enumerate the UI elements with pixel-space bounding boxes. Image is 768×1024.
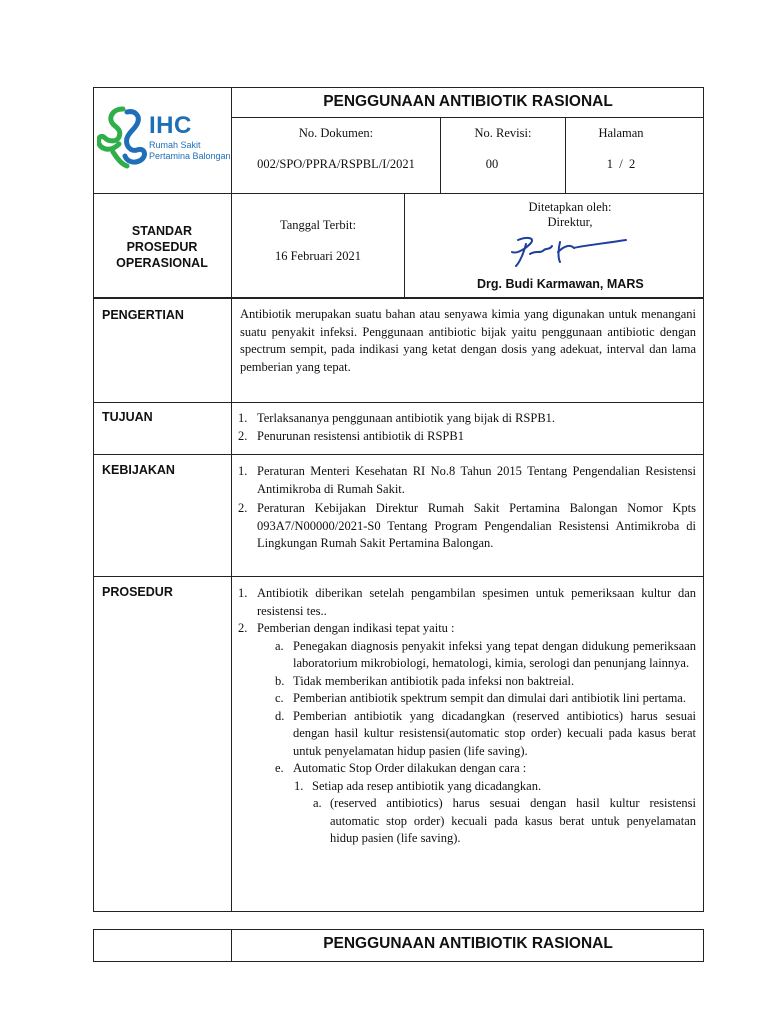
sub-list-item: b. Tidak memberikan antibiotik pada infeksi non baktreial. — [275, 673, 575, 688]
sub-sub-list-item: 1. Setiap ada resep antibiotik yang dicadangkan. — [294, 778, 542, 793]
tujuan-list — [238, 410, 696, 445]
ditetapkan-label: Ditetapkan oleh: — [528, 200, 612, 214]
no-dokumen-value: 002/SPO/PPRA/RSPBL/I/2021 — [257, 157, 415, 171]
tujuan-label: TUJUAN — [102, 410, 153, 424]
no-revisi-label: No. Revisi: — [474, 126, 532, 140]
no-revisi-value: 00 — [485, 157, 499, 171]
list-item: 2. Penurunan resistensi antibiotik di RSPB1 — [238, 428, 464, 443]
logo-subtitle-2: Pertamina Balongan — [149, 151, 231, 161]
tanggal-terbit-label: Tanggal Terbit: — [279, 218, 357, 232]
signer-name: Drg. Budi Karmawan, MARS — [477, 277, 644, 291]
sub-list-item: c. Pemberian antibiotik spektrum sempit dan dimulai dari antibiotik lini pertama. — [275, 691, 686, 705]
list-item: 2. Pemberian dengan indikasi tepat yaitu : — [238, 621, 455, 635]
page2-document-title: PENGGUNAAN ANTIBIOTIK RASIONAL — [323, 935, 613, 952]
pengertian-text: Antibiotik merupakan suatu bahan atau senyawa kimia yang digunakan untuk menangani suatu penyakit infeksi. Penggunaan antibiotic bijak yaitu penggunaan antibiotic dengan spectrum sempit, pada indikasi yang ketat dengan dosis yang adekuat, interval dan lama pemberian yang tepat. — [240, 307, 696, 374]
ihc-cross-icon — [97, 106, 149, 170]
prosedur-list — [238, 585, 696, 848]
prosedur-label: PROSEDUR — [102, 585, 173, 599]
sub-sub-sub-list-item: a. (reserved antibiotics) harus sesuai dengan hasil kultur resistensi automatic stop order) kecuali pada kasus berat untuk penyelamatan hidup pasien (life saving). — [313, 796, 696, 845]
tanggal-terbit-value: 16 Februari 2021 — [274, 249, 362, 263]
list-item: 1. Peraturan Menteri Kesehatan RI No.8 Tahun 2015 Tentang Pengendalian Resistensi Antimikroba di Rumah Sakit. — [238, 464, 696, 496]
direktur-label: Direktur, — [547, 215, 593, 229]
sub-list-item: e. Automatic Stop Order dilakukan dengan cara : — [275, 761, 527, 775]
sub-list-item: d. Pemberian antibiotik yang dicadangkan (reserved antibiotics) harus sesuai dengan hasil kultur resistensi(automatic stop order) kecuali pada kasus berat untuk penyelamatan hidup pasien (life saving). — [275, 708, 696, 758]
sub-list-item: a. Penegakan diagnosis penyakit infeksi yang tepat dengan didukung pemeriksaan laboratorium mikrobiologi, hematologi, kimia, serologi dan penunjang lainnya. — [275, 638, 696, 670]
list-item: 1. Antibiotik diberikan setelah pengambilan spesimen untuk pemeriksaan kultur dan resistensi tes.. — [238, 586, 696, 618]
kebijakan-list — [238, 463, 696, 553]
logo-subtitle-1: Rumah Sakit — [149, 140, 201, 150]
hospital-logo — [97, 106, 229, 170]
document-title: PENGGUNAAN ANTIBIOTIK RASIONAL — [323, 93, 613, 110]
kebijakan-label: KEBIJAKAN — [102, 463, 175, 477]
halaman-label: Halaman — [598, 126, 644, 140]
halaman-value: 1 / 2 — [606, 157, 636, 171]
pengertian-label: PENGERTIAN — [102, 308, 184, 322]
no-dokumen-label: No. Dokumen: — [298, 126, 374, 140]
spo-label: STANDAR PROSEDUR OPERASIONAL — [116, 224, 208, 270]
list-item: 1. Terlaksananya penggunaan antibiotik yang bijak di RSPB1. — [238, 411, 556, 425]
logo-text: IHC — [149, 112, 192, 139]
list-item: 2. Peraturan Kebijakan Direktur Rumah Sakit Pertamina Balongan Nomor Kpts 093A7/N00000/2021-S0 Tentang Program Pengendalian Resistensi Antimikroba di Lingkungan Rumah Sakit Pertamina Balongan. — [238, 501, 696, 550]
director-signature — [500, 232, 630, 272]
